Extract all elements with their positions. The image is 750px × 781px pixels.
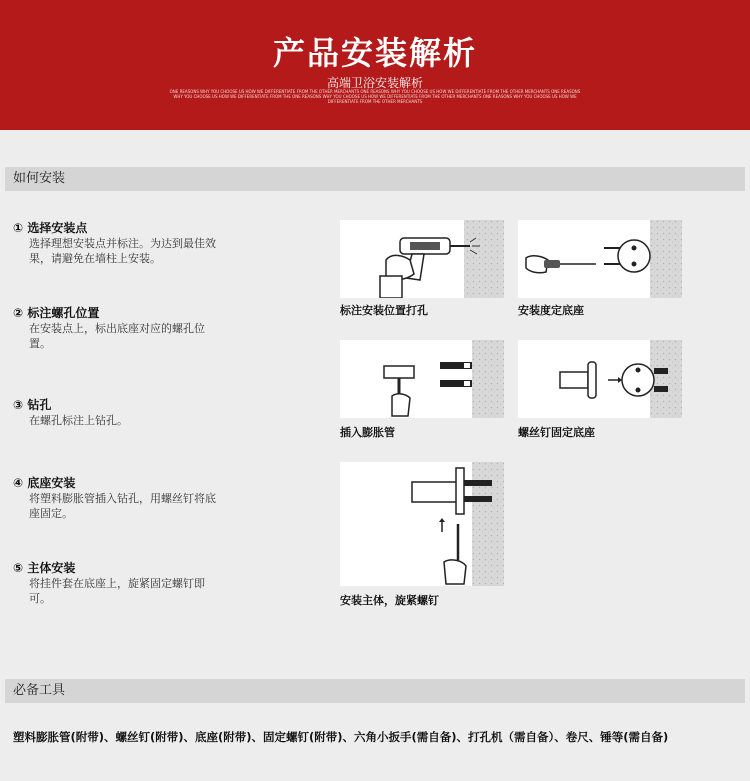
drill-illustration	[340, 220, 504, 298]
install-section-heading: 如何安装	[5, 167, 745, 191]
step-title: ③ 钻孔	[13, 398, 52, 412]
step-title: ① 选择安装点	[13, 221, 88, 235]
caption-base-mount: 螺丝钉固定底座	[518, 426, 595, 439]
caption-drill: 标注安装位置打孔	[340, 304, 428, 317]
step-title: ④ 底座安装	[13, 476, 76, 490]
step-title: ⑤ 主体安装	[13, 561, 76, 575]
step-description: 将塑料膨胀管插入钻孔，用螺丝钉将底座固定。	[29, 492, 216, 520]
step-4	[13, 475, 223, 521]
step-3	[13, 397, 223, 428]
step-description: 在螺孔标注上钻孔。	[29, 414, 128, 427]
step-description: 选择理想安装点并标注。为达到最佳效果，请避免在墙柱上安装。	[29, 237, 216, 265]
page-title: 产品安装解析	[272, 34, 477, 72]
step-5	[13, 560, 223, 606]
banner-fine-print: ONE REASONS WHY YOU CHOOSE US HOW WE DIFFERENTIATE FROM THE OTHER MERCHANTS ONE REASONS WHY YOU CHOOSE US HOW WE DIFFERENTIATE FROM THE OTHER MERCHANTS ONE REASONS WHY YOU CHOOSE US HOW WE DIFFERENTIATE FROM THE ONE REASONS WHY YOU CHOOSE US HOW WE DIFFERENTIATE FROM THE OTHER MERCHANTS ONE REASONS WHY YOU CHOOSE US HOW WE DIFFERENTIATE FROM THE OTHER MERCHANTS	[169, 89, 581, 104]
screwdriver-illustration	[518, 220, 682, 298]
caption-hammer: 插入膨胀管	[340, 426, 395, 439]
step-description: 将挂件套在底座上，旋紧固定螺钉即可。	[29, 577, 205, 605]
caption-screwdriver: 安装度定底座	[518, 304, 584, 317]
hammer-illustration	[340, 340, 504, 418]
base-mount-illustration	[518, 340, 682, 418]
tools-section-heading: 必备工具	[5, 679, 745, 703]
step-1	[13, 220, 223, 266]
step-description: 在安装点上，标出底座对应的螺孔位置。	[29, 322, 205, 350]
tools-list: 塑料膨胀管(附带)、螺丝钉(附带)、底座(附带)、固定螺钉(附带)、六角小扳手(需自备)、打孔机（需自备）、卷尺、锤等(需自备)	[13, 730, 669, 744]
header-banner	[0, 0, 750, 130]
step-title: ② 标注螺孔位置	[13, 306, 100, 320]
step-2	[13, 305, 223, 351]
caption-hex-wrench: 安装主体，旋紧螺钉	[340, 594, 439, 607]
page-subtitle: 高端卫浴安装解析	[326, 76, 423, 90]
hex-wrench-illustration	[340, 462, 504, 586]
